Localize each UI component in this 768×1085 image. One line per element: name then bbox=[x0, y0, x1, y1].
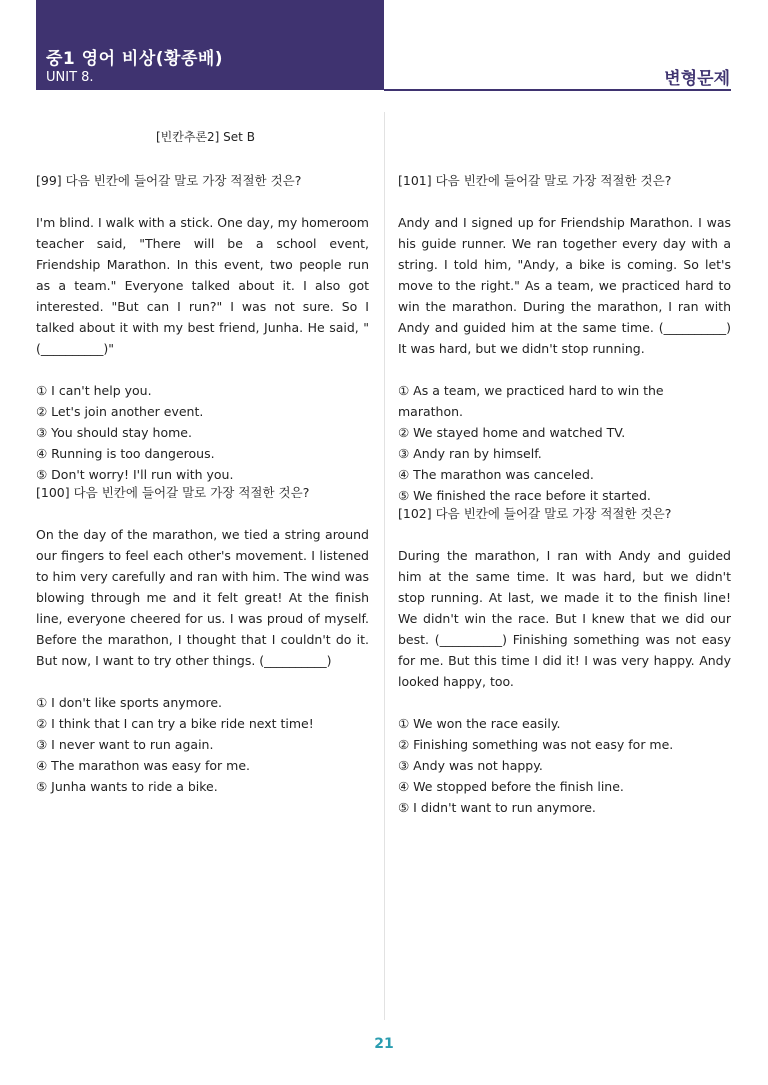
choice-list bbox=[398, 713, 731, 818]
choice-item[interactable]: ① As a team, we practiced hard to win the marathon. bbox=[398, 383, 664, 419]
choice-item[interactable]: ① I don't like sports anymore. bbox=[36, 695, 223, 710]
question-102 bbox=[398, 503, 731, 818]
question-100 bbox=[36, 482, 369, 797]
question-head: [100] 다음 빈칸에 들어갈 말로 가장 적절한 것은? bbox=[36, 485, 310, 500]
document-title: 중1 영어 비상(황종배) bbox=[46, 49, 224, 69]
page-number: 21 bbox=[374, 1036, 394, 1052]
choice-item[interactable]: ③ Andy was not happy. bbox=[398, 758, 543, 773]
choice-list bbox=[36, 380, 369, 485]
question-passage: Andy and I signed up for Friendship Marathon. I was his guide runner. We ran together every day with a string. I told him, "Andy, a bike is coming. So let's move to the right." As a team, we practiced hard to win the marathon. During the marathon, I ran with Andy and guided him at the same time. (__________) It was hard, but we didn't stop running. bbox=[398, 215, 731, 356]
choice-item[interactable]: ② Finishing something was not easy for me. bbox=[398, 737, 674, 752]
choice-list bbox=[398, 380, 731, 506]
choice-item[interactable]: ② I think that I can try a bike ride next time! bbox=[36, 716, 314, 731]
question-head: [99] 다음 빈칸에 들어갈 말로 가장 적절한 것은? bbox=[36, 173, 302, 188]
choice-item[interactable]: ④ The marathon was easy for me. bbox=[36, 758, 251, 773]
choice-item[interactable]: ⑤ Junha wants to ride a bike. bbox=[36, 779, 218, 794]
question-head: [101] 다음 빈칸에 들어갈 말로 가장 적절한 것은? bbox=[398, 173, 672, 188]
question-101 bbox=[398, 170, 731, 506]
choice-item[interactable]: ⑤ I didn't want to run anymore. bbox=[398, 800, 596, 815]
choice-item[interactable]: ① We won the race easily. bbox=[398, 716, 561, 731]
choice-item[interactable]: ⑤ We finished the race before it started. bbox=[398, 488, 651, 503]
choice-item[interactable]: ③ Andy ran by himself. bbox=[398, 446, 542, 461]
choice-item[interactable]: ⑤ Don't worry! I'll run with you. bbox=[36, 467, 234, 482]
choice-item[interactable]: ② Let's join another event. bbox=[36, 404, 204, 419]
choice-item[interactable]: ② We stayed home and watched TV. bbox=[398, 425, 626, 440]
header-rule bbox=[384, 89, 731, 91]
choice-item[interactable]: ④ The marathon was canceled. bbox=[398, 467, 594, 482]
column-divider bbox=[384, 112, 385, 1020]
choice-item[interactable]: ③ You should stay home. bbox=[36, 425, 192, 440]
set-label: [빈칸추론2] Set B bbox=[156, 130, 255, 144]
choice-item[interactable]: ④ We stopped before the finish line. bbox=[398, 779, 624, 794]
choice-item[interactable]: ④ Running is too dangerous. bbox=[36, 446, 215, 461]
choice-list bbox=[36, 692, 369, 797]
unit-label: UNIT 8. bbox=[46, 70, 94, 85]
question-99 bbox=[36, 170, 369, 485]
question-head: [102] 다음 빈칸에 들어갈 말로 가장 적절한 것은? bbox=[398, 506, 672, 521]
section-type-label: 변형문제 bbox=[664, 69, 730, 89]
question-passage: On the day of the marathon, we tied a string around our fingers to feel each other's movement. I listened to him very carefully and ran with him. The wind was blowing through me and it felt great! At the finish line, everyone cheered for us. I was proud of myself. Before the marathon, I thought that I couldn't do it. But now, I want to try other things. (__________) bbox=[36, 527, 369, 668]
choice-item[interactable]: ① I can't help you. bbox=[36, 383, 152, 398]
question-passage: I'm blind. I walk with a stick. One day, my homeroom teacher said, "There will be a school event, Friendship Marathon. In this event, two people run as a team." Everyone talked about it. I also got interested. "But can I run?" I was not sure. So I talked about it with my best friend, Junha. He said, "(__________)" bbox=[36, 215, 369, 356]
choice-item[interactable]: ③ I never want to run again. bbox=[36, 737, 214, 752]
question-passage: During the marathon, I ran with Andy and guided him at the same time. It was hard, but we didn't stop running. At last, we made it to the finish line! We didn't win the race. But I knew that we did our best. (__________) Finishing something was not easy for me. But this time I did it! I was very happy. Andy looked happy, too. bbox=[398, 548, 731, 689]
